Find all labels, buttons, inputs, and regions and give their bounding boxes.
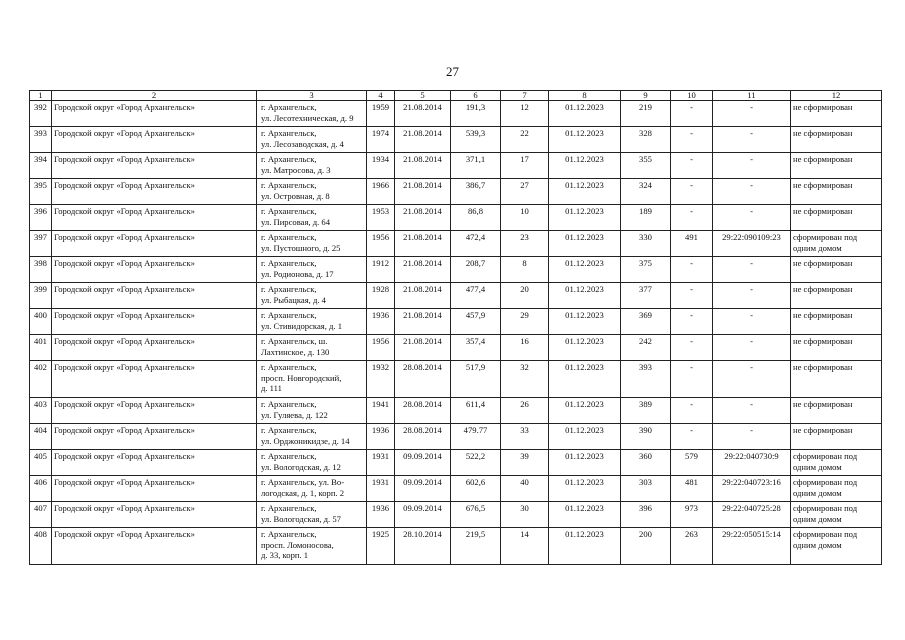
col9-cell: 360 (621, 450, 671, 476)
address-cell-line: просп. Новгородский, (261, 372, 342, 383)
col10-cell: - (671, 257, 713, 283)
address-cell-line: г. Архангельск, (261, 399, 317, 409)
date2-cell: 01.12.2023 (549, 179, 621, 205)
address-cell-line: г. Архангельск, (261, 258, 317, 268)
status-cell-line: не сформирован (793, 128, 853, 138)
col9-cell: 189 (621, 205, 671, 231)
area-cell: 539,3 (451, 127, 501, 153)
address-cell-line: ул. Рыбацкая, д. 4 (261, 294, 326, 305)
year-cell: 1912 (367, 257, 395, 283)
row-number: 407 (30, 502, 52, 528)
year-cell: 1936 (367, 309, 395, 335)
cadastral-cell: - (713, 398, 791, 424)
date-cell: 28.10.2014 (395, 528, 451, 565)
col9-cell: 324 (621, 179, 671, 205)
status-cell-line: не сформирован (793, 258, 853, 268)
address-cell-line: ул. Островная, д. 8 (261, 190, 330, 201)
date-cell: 21.08.2014 (395, 127, 451, 153)
col9-cell: 396 (621, 502, 671, 528)
area-cell: 219,5 (451, 528, 501, 565)
status-cell-line: не сформирован (793, 102, 853, 112)
table-row (30, 283, 882, 309)
date2-cell: 01.12.2023 (549, 283, 621, 309)
table-row (30, 179, 882, 205)
cadastral-cell: - (713, 127, 791, 153)
date-cell: 21.08.2014 (395, 335, 451, 361)
year-cell: 1936 (367, 502, 395, 528)
district-cell: Городской округ «Город Архангельск» (52, 335, 257, 361)
address-cell-line: г. Архангельск, (261, 232, 317, 242)
col9-cell: 330 (621, 231, 671, 257)
area-cell: 522,2 (451, 450, 501, 476)
housing-register-table (29, 90, 882, 565)
status-cell-line: не сформирован (793, 180, 853, 190)
col10-cell: - (671, 101, 713, 127)
cadastral-cell: - (713, 283, 791, 309)
year-cell: 1956 (367, 335, 395, 361)
area-cell: 472,4 (451, 231, 501, 257)
status-cell-line: сформирован под (793, 232, 858, 242)
col10-cell: 973 (671, 502, 713, 528)
address-cell-line: д. 111 (261, 383, 282, 393)
row-number: 397 (30, 231, 52, 257)
status-cell (791, 502, 882, 528)
col10-cell: - (671, 335, 713, 361)
col10-cell: 481 (671, 476, 713, 502)
address-cell-line: д. 33, корп. 1 (261, 550, 309, 560)
address-cell (257, 127, 367, 153)
table-row (30, 309, 882, 335)
district-cell: Городской округ «Город Архангельск» (52, 528, 257, 565)
col9-cell: 390 (621, 424, 671, 450)
address-cell-line: г. Архангельск, (261, 102, 317, 112)
address-cell (257, 257, 367, 283)
status-cell-line: одним домом (793, 487, 842, 498)
cadastral-cell: - (713, 257, 791, 283)
count-cell: 20 (501, 283, 549, 309)
address-cell-line: ул. Пустошного, д. 25 (261, 242, 341, 253)
year-cell: 1932 (367, 361, 395, 398)
count-cell: 27 (501, 179, 549, 205)
cadastral-cell: - (713, 179, 791, 205)
status-cell-line: сформирован под (793, 529, 858, 539)
year-cell: 1959 (367, 101, 395, 127)
count-cell: 16 (501, 335, 549, 361)
col10-cell: - (671, 127, 713, 153)
cadastral-cell: - (713, 309, 791, 335)
date-cell: 21.08.2014 (395, 283, 451, 309)
column-header: 11 (713, 91, 791, 101)
status-cell-line: сформирован под (793, 477, 858, 487)
table-body (30, 91, 882, 565)
address-cell-line: ул. Стивидорская, д. 1 (261, 320, 342, 331)
count-cell: 32 (501, 361, 549, 398)
count-cell: 17 (501, 153, 549, 179)
cadastral-cell: - (713, 153, 791, 179)
col10-cell: 491 (671, 231, 713, 257)
year-cell: 1931 (367, 450, 395, 476)
table-row (30, 153, 882, 179)
table-row (30, 257, 882, 283)
row-number: 405 (30, 450, 52, 476)
cadastral-cell: - (713, 361, 791, 398)
col10-cell: - (671, 398, 713, 424)
address-cell (257, 361, 367, 398)
year-cell: 1936 (367, 424, 395, 450)
address-cell-line: логодская, д. 1, корп. 2 (261, 487, 345, 498)
table-row (30, 424, 882, 450)
status-cell (791, 424, 882, 450)
date-cell: 21.08.2014 (395, 231, 451, 257)
district-cell: Городской округ «Город Архангельск» (52, 450, 257, 476)
count-cell: 23 (501, 231, 549, 257)
address-cell (257, 476, 367, 502)
status-cell-line: не сформирован (793, 206, 853, 216)
date-cell: 09.09.2014 (395, 450, 451, 476)
status-cell (791, 309, 882, 335)
table-row (30, 450, 882, 476)
count-cell: 33 (501, 424, 549, 450)
table-row (30, 502, 882, 528)
address-cell (257, 309, 367, 335)
district-cell: Городской округ «Город Архангельск» (52, 153, 257, 179)
year-cell: 1931 (367, 476, 395, 502)
district-cell: Городской округ «Город Архангельск» (52, 231, 257, 257)
address-cell (257, 398, 367, 424)
col9-cell: 303 (621, 476, 671, 502)
row-number: 393 (30, 127, 52, 153)
count-cell: 29 (501, 309, 549, 335)
district-cell: Городской округ «Город Архангельск» (52, 476, 257, 502)
status-cell (791, 528, 882, 565)
date-cell: 21.08.2014 (395, 309, 451, 335)
area-cell: 371,1 (451, 153, 501, 179)
count-cell: 26 (501, 398, 549, 424)
area-cell: 477,4 (451, 283, 501, 309)
district-cell: Городской округ «Город Архангельск» (52, 127, 257, 153)
address-cell-line: г. Архангельск, (261, 362, 317, 372)
status-cell-line: сформирован под (793, 451, 858, 461)
year-cell: 1974 (367, 127, 395, 153)
address-cell (257, 153, 367, 179)
col10-cell: - (671, 205, 713, 231)
row-number: 403 (30, 398, 52, 424)
row-number: 400 (30, 309, 52, 335)
year-cell: 1966 (367, 179, 395, 205)
status-cell-line: не сформирован (793, 154, 853, 164)
date2-cell: 01.12.2023 (549, 205, 621, 231)
col10-cell: - (671, 309, 713, 335)
row-number: 401 (30, 335, 52, 361)
date2-cell: 01.12.2023 (549, 101, 621, 127)
table-row (30, 127, 882, 153)
status-cell-line: не сформирован (793, 284, 853, 294)
row-number: 402 (30, 361, 52, 398)
address-cell (257, 101, 367, 127)
date2-cell: 01.12.2023 (549, 257, 621, 283)
col9-cell: 393 (621, 361, 671, 398)
address-cell (257, 502, 367, 528)
date2-cell: 01.12.2023 (549, 450, 621, 476)
area-cell: 86,8 (451, 205, 501, 231)
col10-cell: 263 (671, 528, 713, 565)
district-cell: Городской округ «Город Архангельск» (52, 361, 257, 398)
col10-cell: - (671, 153, 713, 179)
table-row (30, 205, 882, 231)
area-cell: 676,5 (451, 502, 501, 528)
column-number-row (30, 91, 882, 101)
table-row (30, 335, 882, 361)
district-cell: Городской округ «Город Архангельск» (52, 179, 257, 205)
address-cell-line: ул. Пирсовая, д. 64 (261, 216, 330, 227)
page-number: 27 (446, 64, 459, 79)
col10-cell: - (671, 424, 713, 450)
area-cell: 517,9 (451, 361, 501, 398)
area-cell: 479.77 (451, 424, 501, 450)
year-cell: 1941 (367, 398, 395, 424)
row-number: 398 (30, 257, 52, 283)
table-row (30, 231, 882, 257)
status-cell (791, 153, 882, 179)
status-cell (791, 361, 882, 398)
table-row (30, 528, 882, 565)
date2-cell: 01.12.2023 (549, 528, 621, 565)
area-cell: 191,3 (451, 101, 501, 127)
address-cell-line: Лахтинское, д. 130 (261, 346, 330, 357)
status-cell-line: не сформирован (793, 310, 853, 320)
col9-cell: 328 (621, 127, 671, 153)
status-cell (791, 101, 882, 127)
address-cell-line: ул. Орджоникидзе, д. 14 (261, 435, 350, 446)
year-cell: 1956 (367, 231, 395, 257)
count-cell: 30 (501, 502, 549, 528)
status-cell-line: сформирован под (793, 503, 858, 513)
cadastral-cell: 29:22:040723:16 (713, 476, 791, 502)
date-cell: 09.09.2014 (395, 502, 451, 528)
district-cell: Городской округ «Город Архангельск» (52, 283, 257, 309)
table-row (30, 361, 882, 398)
status-cell (791, 231, 882, 257)
district-cell: Городской округ «Город Архангельск» (52, 257, 257, 283)
date2-cell: 01.12.2023 (549, 502, 621, 528)
cadastral-cell: - (713, 424, 791, 450)
date2-cell: 01.12.2023 (549, 361, 621, 398)
status-cell-line: одним домом (793, 242, 842, 253)
row-number: 392 (30, 101, 52, 127)
date-cell: 21.08.2014 (395, 205, 451, 231)
column-header: 7 (501, 91, 549, 101)
address-cell (257, 424, 367, 450)
col9-cell: 219 (621, 101, 671, 127)
cadastral-cell: - (713, 335, 791, 361)
col9-cell: 355 (621, 153, 671, 179)
district-cell: Городской округ «Город Архангельск» (52, 101, 257, 127)
year-cell: 1925 (367, 528, 395, 565)
cadastral-cell: 29:22:050515:14 (713, 528, 791, 565)
column-header: 2 (52, 91, 257, 101)
status-cell (791, 476, 882, 502)
address-cell (257, 283, 367, 309)
date2-cell: 01.12.2023 (549, 153, 621, 179)
address-cell-line: г. Архангельск, (261, 206, 317, 216)
status-cell-line: не сформирован (793, 425, 853, 435)
address-cell-line: ул. Гуляева, д. 122 (261, 409, 328, 420)
date2-cell: 01.12.2023 (549, 476, 621, 502)
count-cell: 40 (501, 476, 549, 502)
district-cell: Городской округ «Город Архангельск» (52, 424, 257, 450)
status-cell (791, 283, 882, 309)
status-cell (791, 205, 882, 231)
column-header: 12 (791, 91, 882, 101)
district-cell: Городской округ «Город Архангельск» (52, 205, 257, 231)
date-cell: 21.08.2014 (395, 179, 451, 205)
status-cell-line: одним домом (793, 461, 842, 472)
address-cell (257, 205, 367, 231)
status-cell-line: одним домом (793, 539, 842, 550)
column-header: 9 (621, 91, 671, 101)
year-cell: 1953 (367, 205, 395, 231)
col10-cell: 579 (671, 450, 713, 476)
address-cell-line: ул. Вологодская, д. 12 (261, 461, 341, 472)
area-cell: 611,4 (451, 398, 501, 424)
table-row (30, 101, 882, 127)
status-cell-line: не сформирован (793, 336, 853, 346)
date2-cell: 01.12.2023 (549, 231, 621, 257)
column-header: 4 (367, 91, 395, 101)
column-header: 5 (395, 91, 451, 101)
status-cell (791, 450, 882, 476)
col9-cell: 389 (621, 398, 671, 424)
address-cell (257, 335, 367, 361)
col10-cell: - (671, 179, 713, 205)
table-row (30, 476, 882, 502)
area-cell: 357,4 (451, 335, 501, 361)
address-cell-line: г. Архангельск, ш. (261, 336, 328, 346)
column-header: 6 (451, 91, 501, 101)
address-cell-line: г. Архангельск, (261, 503, 317, 513)
status-cell (791, 257, 882, 283)
address-cell (257, 450, 367, 476)
date2-cell: 01.12.2023 (549, 335, 621, 361)
address-cell-line: ул. Родионова, д. 17 (261, 268, 334, 279)
district-cell: Городской округ «Город Архангельск» (52, 502, 257, 528)
address-cell-line: ул. Вологодская, д. 57 (261, 513, 341, 524)
row-number: 395 (30, 179, 52, 205)
row-number: 406 (30, 476, 52, 502)
address-cell-line: ул. Лесозаводская, д. 4 (261, 138, 344, 149)
address-cell (257, 231, 367, 257)
address-cell-line: просп. Ломоносова, (261, 539, 334, 550)
count-cell: 10 (501, 205, 549, 231)
date2-cell: 01.12.2023 (549, 127, 621, 153)
row-number: 396 (30, 205, 52, 231)
address-cell-line: ул. Лесотехническая, д. 9 (261, 112, 354, 123)
area-cell: 386,7 (451, 179, 501, 205)
address-cell-line: г. Архангельск, (261, 529, 317, 539)
address-cell-line: ул. Матросова, д. 3 (261, 164, 331, 175)
col9-cell: 200 (621, 528, 671, 565)
date-cell: 28.08.2014 (395, 361, 451, 398)
status-cell-line: не сформирован (793, 399, 853, 409)
address-cell-line: г. Архангельск, ул. Во- (261, 477, 345, 487)
date-cell: 09.09.2014 (395, 476, 451, 502)
cadastral-cell: - (713, 205, 791, 231)
status-cell (791, 127, 882, 153)
date2-cell: 01.12.2023 (549, 398, 621, 424)
address-cell-line: г. Архангельск, (261, 154, 317, 164)
status-cell (791, 398, 882, 424)
year-cell: 1934 (367, 153, 395, 179)
column-header: 3 (257, 91, 367, 101)
area-cell: 602,6 (451, 476, 501, 502)
column-header: 1 (30, 91, 52, 101)
status-cell-line: одним домом (793, 513, 842, 524)
status-cell-line: не сформирован (793, 362, 853, 372)
address-cell-line: г. Архангельск, (261, 284, 317, 294)
col9-cell: 369 (621, 309, 671, 335)
col9-cell: 377 (621, 283, 671, 309)
row-number: 399 (30, 283, 52, 309)
area-cell: 208,7 (451, 257, 501, 283)
row-number: 404 (30, 424, 52, 450)
cadastral-cell: - (713, 101, 791, 127)
col10-cell: - (671, 283, 713, 309)
date2-cell: 01.12.2023 (549, 309, 621, 335)
row-number: 394 (30, 153, 52, 179)
cadastral-cell: 29:22:040730:9 (713, 450, 791, 476)
status-cell (791, 179, 882, 205)
address-cell-line: г. Архангельск, (261, 180, 317, 190)
district-cell: Городской округ «Город Архангельск» (52, 309, 257, 335)
address-cell-line: г. Архангельск, (261, 425, 317, 435)
table-row (30, 398, 882, 424)
column-header: 10 (671, 91, 713, 101)
date-cell: 21.08.2014 (395, 101, 451, 127)
row-number: 408 (30, 528, 52, 565)
date-cell: 28.08.2014 (395, 398, 451, 424)
district-cell: Городской округ «Город Архангельск» (52, 398, 257, 424)
cadastral-cell: 29:22:090109:23 (713, 231, 791, 257)
address-cell (257, 179, 367, 205)
col9-cell: 242 (621, 335, 671, 361)
date2-cell: 01.12.2023 (549, 424, 621, 450)
count-cell: 39 (501, 450, 549, 476)
address-cell-line: г. Архангельск, (261, 451, 317, 461)
address-cell-line: г. Архангельск, (261, 128, 317, 138)
date-cell: 21.08.2014 (395, 257, 451, 283)
address-cell-line: г. Архангельск, (261, 310, 317, 320)
count-cell: 22 (501, 127, 549, 153)
date-cell: 28.08.2014 (395, 424, 451, 450)
count-cell: 8 (501, 257, 549, 283)
cadastral-cell: 29:22:040725:28 (713, 502, 791, 528)
col9-cell: 375 (621, 257, 671, 283)
date-cell: 21.08.2014 (395, 153, 451, 179)
col10-cell: - (671, 361, 713, 398)
count-cell: 14 (501, 528, 549, 565)
status-cell (791, 335, 882, 361)
column-header: 8 (549, 91, 621, 101)
area-cell: 457,9 (451, 309, 501, 335)
address-cell (257, 528, 367, 565)
count-cell: 12 (501, 101, 549, 127)
year-cell: 1928 (367, 283, 395, 309)
